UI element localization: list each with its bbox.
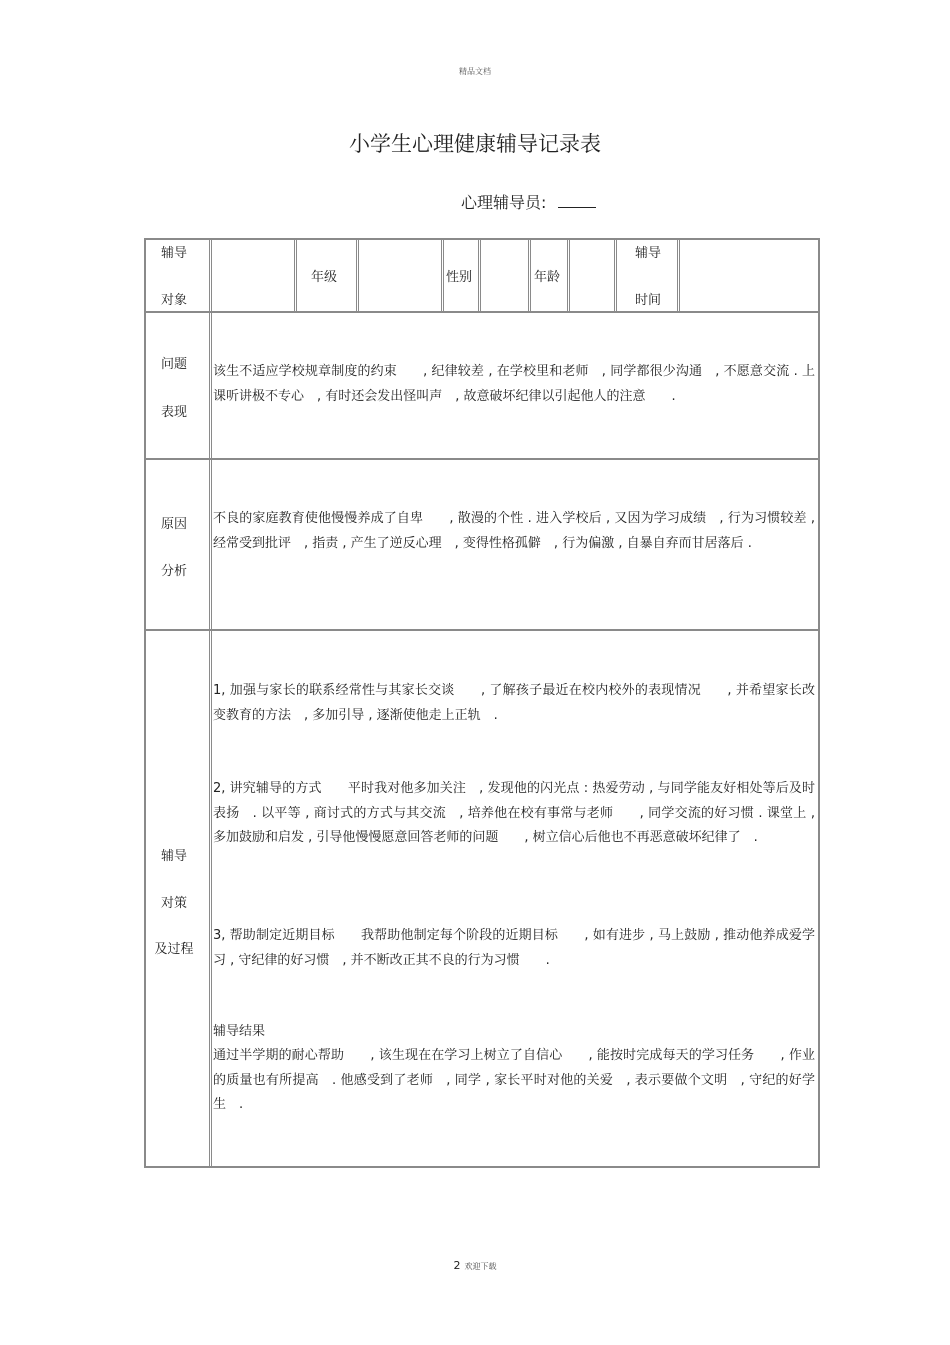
object-label-bottom: 对象 [160, 293, 187, 308]
measure-step-3: 3, 帮助制定近期目标 我帮助他制定每个阶段的近期目标 , 如有进步 , 马上鼓励 , 推动他养成爱学习 , 守纪律的好习惯 , 并不断改正其不良的行为习惯 . [213, 928, 815, 968]
row1-divider-b [356, 238, 359, 311]
page-number: 2 [453, 1259, 461, 1272]
counselor-blank [558, 193, 596, 208]
cause-label-bottom: 分析 [160, 564, 187, 579]
problem-label-top: 问题 [160, 357, 187, 372]
grade-label: 年级 [310, 270, 337, 285]
measure-step-2: 2, 讲究辅导的方式 平时我对他多加关注 , 发现他的闪光点 : 热爱劳动 , 与同学能友好相处等后及时表扬 . 以平等 , 商讨式的方式与其交流 , 培养他在校有事常与老师 , 同学交流的好习惯 . 课堂上 , 多加鼓励和启发 , 引导他慢慢愿意回答老师的问题 , 树立信心后他也不再恶意破坏纪律了 . [213, 781, 820, 845]
time-label-bottom: 时间 [634, 293, 661, 308]
record-table [144, 238, 820, 1168]
age-label: 年龄 [533, 270, 560, 285]
cause-text: 不良的家庭教育使他慢慢养成了自卑 , 散漫的个性 . 进入学校后 , 又因为学习成绩 , 行为习惯较差 , 经常受到批评 , 指责 , 产生了逆反心理 , 变得性格孤僻 , 行为偏激 , 自暴自弃而甘居落后 . [213, 511, 820, 551]
object-label-top: 辅导 [160, 246, 187, 261]
counselor-label: 心理辅导员: [461, 193, 547, 212]
measures-label-1: 辅导 [160, 849, 187, 864]
row-divider-2 [144, 458, 820, 460]
problem-label-bottom: 表现 [160, 405, 187, 420]
measures-label-2: 对策 [160, 896, 187, 911]
cause-label-top: 原因 [160, 517, 187, 532]
row1-divider-f [567, 238, 570, 311]
measures-label-3: 及过程 [154, 942, 194, 957]
gender-label: 性别 [445, 270, 472, 285]
row-divider-3 [144, 629, 820, 631]
label-column-divider [209, 238, 212, 1168]
result-title: 辅导结果 [213, 1024, 266, 1039]
page-footer [0, 1259, 950, 1272]
measure-step-1: 1, 加强与家长的联系经常性与其家长交谈 , 了解孩子最近在校内校外的表现情况 , 并希望家长改变教育的方法 , 多加引导 , 逐渐使他走上正轨 . [213, 683, 815, 723]
time-label-top: 辅导 [634, 246, 661, 261]
result-text: 通过半学期的耐心帮助 , 该生现在在学习上树立了自信心 , 能按时完成每天的学习任务 , 作业的质量也有所提高 . 他感受到了老师 , 同学 , 家长平时对他的关爱 , 表示要做个文明 , 守纪的好学生 . [213, 1048, 815, 1112]
page-title: 小学生心理健康辅导记录表 [349, 132, 601, 156]
counselor-field [461, 190, 596, 213]
header-note: 精品文档 [459, 67, 491, 76]
footer-note: 欢迎下载 [464, 1262, 497, 1271]
row-divider-1 [144, 311, 820, 313]
row1-divider-d [478, 238, 481, 311]
problem-text: 该生不适应学校规章制度的约束 , 纪律较差 , 在学校里和老师 , 同学都很少沟通 , 不愿意交流 . 上课听讲极不专心 , 有时还会发出怪叫声 , 故意破坏纪律以引起他人的注意 . [213, 364, 815, 404]
